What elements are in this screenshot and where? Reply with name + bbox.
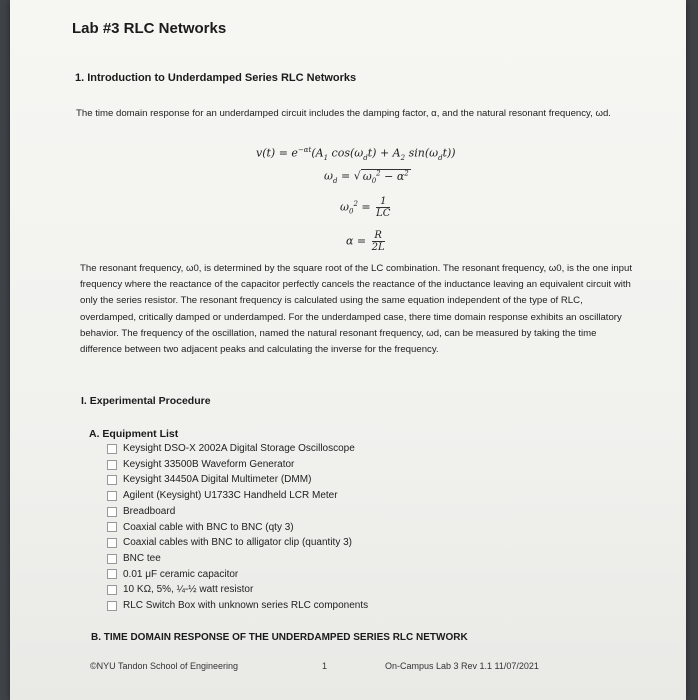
checkbox-icon (107, 569, 117, 579)
page-title: Lab #3 RLC Networks (72, 20, 227, 37)
document-page (10, 0, 686, 700)
equipment-list (107, 441, 368, 614)
list-item: BNC tee (107, 551, 368, 567)
checkbox-icon (107, 601, 117, 611)
checkbox-icon (107, 538, 117, 548)
list-item: Breadboard (107, 504, 368, 520)
list-item: 10 KΩ, 5%, ¼-½ watt resistor (107, 582, 368, 598)
checkbox-icon (107, 522, 117, 532)
equipment-list-heading: A. Equipment List (89, 428, 179, 440)
section-1-heading: 1. Introduction to Underdamped Series RLC Networks (75, 72, 357, 84)
footer-right: On-Campus Lab 3 Rev 1.1 11/07/2021 (385, 661, 539, 671)
intro-paragraph: The time domain response for an underdamped circuit includes the damping factor, α, and the natural resonant frequency, ωd. (76, 108, 611, 119)
list-item: Coaxial cables with BNC to alligator clip (quantity 3) (107, 535, 368, 551)
list-item: Coaxial cable with BNC to BNC (qty 3) (107, 520, 368, 536)
equation-wd: $\omega_d$ = √ $\omega_0^2 - \alpha^2$ (324, 169, 409, 185)
checkbox-icon (107, 491, 117, 501)
list-item: Keysight DSO-X 2002A Digital Storage Oscilloscope (107, 441, 368, 457)
list-item: Keysight 33500B Waveform Generator (107, 457, 368, 473)
equation-v: $v(t) = e^{-\alpha t}(A_1$ $\cos(\omega_dt) + A_2$ $\sin(\omega_dt)$) (256, 146, 456, 162)
section-b-heading: B. TIME DOMAIN RESPONSE OF THE UNDERDAMPED SERIES RLC NETWORK (91, 632, 468, 643)
checkbox-icon (107, 460, 117, 470)
list-item: Agilent (Keysight) U1733C Handheld LCR Meter (107, 488, 368, 504)
checkbox-icon (107, 444, 117, 454)
checkbox-icon (107, 507, 117, 517)
checkbox-icon (107, 554, 117, 564)
equation-w0: $\omega_0^2$ = $\frac{1}{LC}$ (340, 196, 391, 219)
section-2-heading: I. Experimental Procedure (81, 395, 211, 407)
checkbox-icon (107, 585, 117, 595)
footer-left: ©NYU Tandon School of Engineering (90, 661, 239, 671)
checkbox-icon (107, 475, 117, 485)
list-item: RLC Switch Box with unknown series RLC components (107, 598, 368, 614)
list-item: Keysight 34450A Digital Multimeter (DMM) (107, 472, 368, 488)
footer-page-number: 1 (322, 661, 328, 671)
equation-alpha: α = $\frac{R}{2L}$ (346, 230, 385, 253)
body-paragraph: The resonant frequency, ω0, is determined by the square root of the LC combination. The resonant frequency, ω0, is the one input frequency where the reactance of the capacitor perfectly cancels the reactance of the inductance leaving an equivalent circuit with only the series resistor. The resonant frequency is calculated using the same equation independent of the type of RLC, overdamped, critically damped or underdamped. For the underdamped case, there time domain response exhibits an oscillatory behavior. The frequency of the oscillation, named the natural resonant frequency, ωd, can be measured by taking the time difference between two adjacent peaks and calculating the inverse for the frequency. (80, 263, 633, 356)
list-item: 0.01 μF ceramic capacitor (107, 567, 368, 583)
